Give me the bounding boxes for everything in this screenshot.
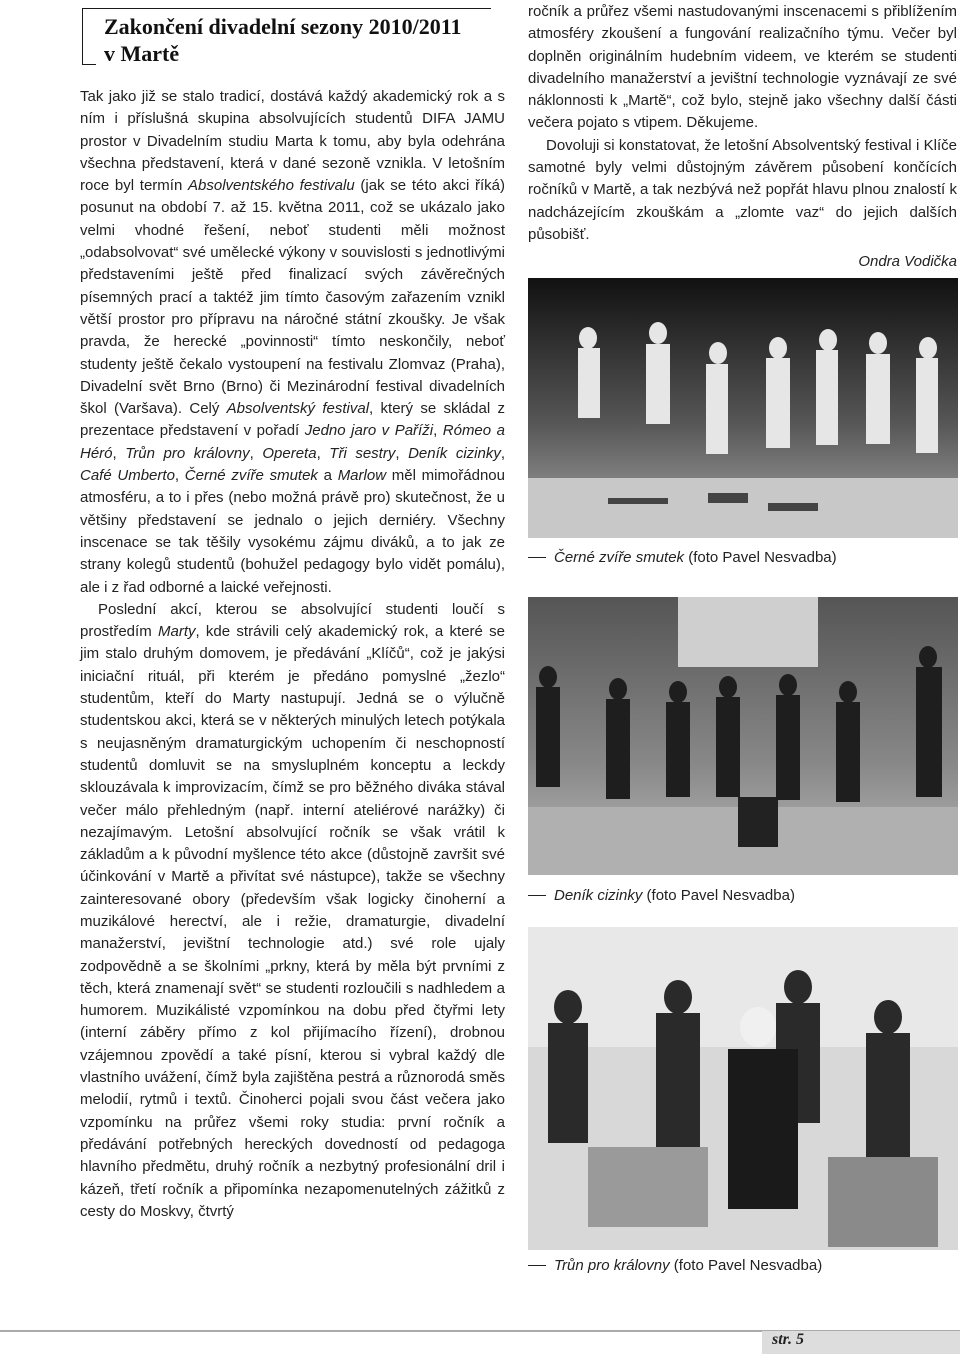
article-title-line1: Zakončení divadelní sezony 2010/2011 [104, 14, 462, 39]
italic-title: Rómeo a Héró [80, 422, 505, 462]
paragraph-1: Tak jako již se stalo tradicí, dostává každý akademický rok a s ním i příslušná skupina absolvujících studentů DIFA JAMU prostor v Divadelním studiu Marta k tomu, aby byla odehrána všechna představení, která v dané sezoně vznikla. V letošním roce byl termín Absolventského festivalu (jak se této akci říká) posunut na období 7. až 15. května 2011, což se ukázalo jako velmi vhodné řešení, neboť studenti měli možnost „odabsolvovat“ své umělecké výkony v souvislosti s jednotlivými představeními ještě před finalizací svých závěrečných písemných prací a taktéž jim tímto časovým zařazením vznikl větší prostor pro přípravu na náročné státní zkoušky. Je však pravda, že herecké „povinnosti“ tímto neskončily, neboť studenty ještě čekalo vystoupení na festivalu Zlomvaz (Praha), Divadelní svět Brno (Brno) či Mezinárodní festival divadelních škol (Varšava). Celý Absolventský festival, který se skládal z prezentace představení v pořadí Jedno jaro v Paříži, Rómeo a Héró, Trůn pro královny, Opereta, Tři sestry, Deník cizinky, Café Umberto, Černé zvíře smutek a Marlow měl mimořádnou atmosféru, a to i přes (nebo možná právě pro) skutečnost, že u většiny představení se jednalo o jejich derniéry. Všechny inscenace se tak těšily vysokému zájmu diváků, a to jak ze strany kolegů studentů (bohužel pedagogy bylo vidět pomálu), ale i z řad odborné a laické veřejnosti. [80, 88, 506, 596]
page-number: str. 5 [772, 1331, 805, 1348]
right-column [528, 1, 957, 246]
caption-credit: (foto Pavel Nesvadba) [669, 1257, 823, 1274]
left-column [80, 86, 505, 1223]
italic-title: Jedno jaro v Paříži [304, 422, 434, 440]
paragraph-2: Poslední akcí, kterou se absolvující studenti loučí s prostředím Marty, kde strávili celý akademický rok, a které se jim stalo druhým domovem, je předávání „Klíčů“, což je jakýsi iniciační rituál, při kterém je předáno pomyslné „žezlo“ studentům, kteří do Marty nastupují. Jedná se o výlučně studentskou akci, která se v některých minulých letech potýkala s neujasněným dramaturgickým uchopením či neschopností studentů domluvit se na smysluplném konceptu a leckdy sklouzávala k improvizacím, čímž se pro běžného diváka stával večer málo přehledným (např. interní ateliérové narážky) či nezajímavým. Letošní absolvující ročník se však vrátil k základům a k původní myšlence této akce (důstojně završit své účinkování v Martě a přivítat své nástupce), takže se všechny zainteresované obory (především však logicky činoherní a muzikálové herectví, ale i režie, dramaturgie, divadelní manažerství, jevištní technologie atd.) své role ujaly zodpovědně a se školními „prkny, která by měla být prvními z těch, která znamenají svět“ se studenti rozloučili s nadhledem a humorem. Muzikálisté vzpomínkou na dobu před čtyřmi lety (interní záběry přímo z kol přijímacího řízení), drobnou vzájemnou zpovědí a také písní, kterou si vybral každý dle vlastního uvážení, čímž byla zajištěna pestrá a různorodá směs melodií, rytmů i textů. Činoherci pojali svou část večera jako vzpomínku na průřez všemi roky studia: první ročník a předávání potřebných hereckých dovedností od pedagoga hlavního předmětu, druhý ročník a nezbytný profesionální dril i kázeň, třetí ročník a připomínka nezapomenutelných zážitků z cesty do Moskvy, čtvrtý [80, 600, 506, 1220]
photo-trun-pro-kralovny [528, 927, 958, 1250]
italic-title: Marty [157, 623, 196, 641]
stage-photo-3 [528, 927, 958, 1250]
italic-title: Absolventského festivalu [188, 177, 355, 195]
caption-rule [528, 895, 546, 896]
italic-title: Opereta [262, 444, 317, 462]
photo-denik-cizinky [528, 597, 958, 875]
caption-photo-3 [528, 1257, 822, 1274]
author-signature: Ondra Vodička [858, 253, 957, 270]
caption-title: Černé zvíře smutek [554, 549, 685, 566]
photo-cerne-zvire-smutek [528, 278, 958, 538]
italic-title: Marlow [337, 467, 387, 485]
caption-credit: (foto Pavel Nesvadba) [642, 887, 795, 904]
caption-rule [528, 557, 546, 558]
stage-photo-1 [528, 278, 958, 538]
italic-title: Trůn pro královny [125, 444, 250, 462]
caption-photo-2 [528, 887, 795, 904]
caption-title: Deník cizinky [554, 887, 643, 904]
italic-title: Tři sestry [329, 444, 396, 462]
caption-photo-1 [528, 549, 837, 566]
stage-photo-2 [528, 597, 958, 875]
italic-title: Černé zvíře smutek [184, 467, 318, 485]
caption-credit: (foto Pavel Nesvadba) [684, 549, 837, 566]
caption-title: Trůn pro královny [554, 1257, 670, 1274]
article-title-line2: v Martě [104, 41, 180, 66]
paragraph-3: ročník a průřez všemi nastudovanými inscenacemi s přiblížením atmosféry zkoušení a fungování realizačního týmu. Večer byl doplněn originálním hudebním videem, ve kterém se studenti divadelního manažerství a jevištní technologie vyznávají ze své náklonnosti k „Martě“, což bylo, stejně jako všechny další části večera pojato s vtipem. Děkujeme. [528, 3, 957, 132]
paragraph-4: Dovoluji si konstatovat, že letošní Absolventský festival i Klíče samotné byly velmi důstojným závěrem působení končících ročníků v Martě, a tak nezbývá než popřát hlavu plnou znalostí k nadcházejícím zkouškám a „zlomte vaz“ do jejich dalších působišť. [528, 136, 957, 243]
italic-title: Absolventský festival [226, 400, 370, 418]
caption-rule [528, 1265, 546, 1266]
italic-title: Deník cizinky [408, 444, 501, 462]
italic-title: Café Umberto [80, 467, 175, 485]
